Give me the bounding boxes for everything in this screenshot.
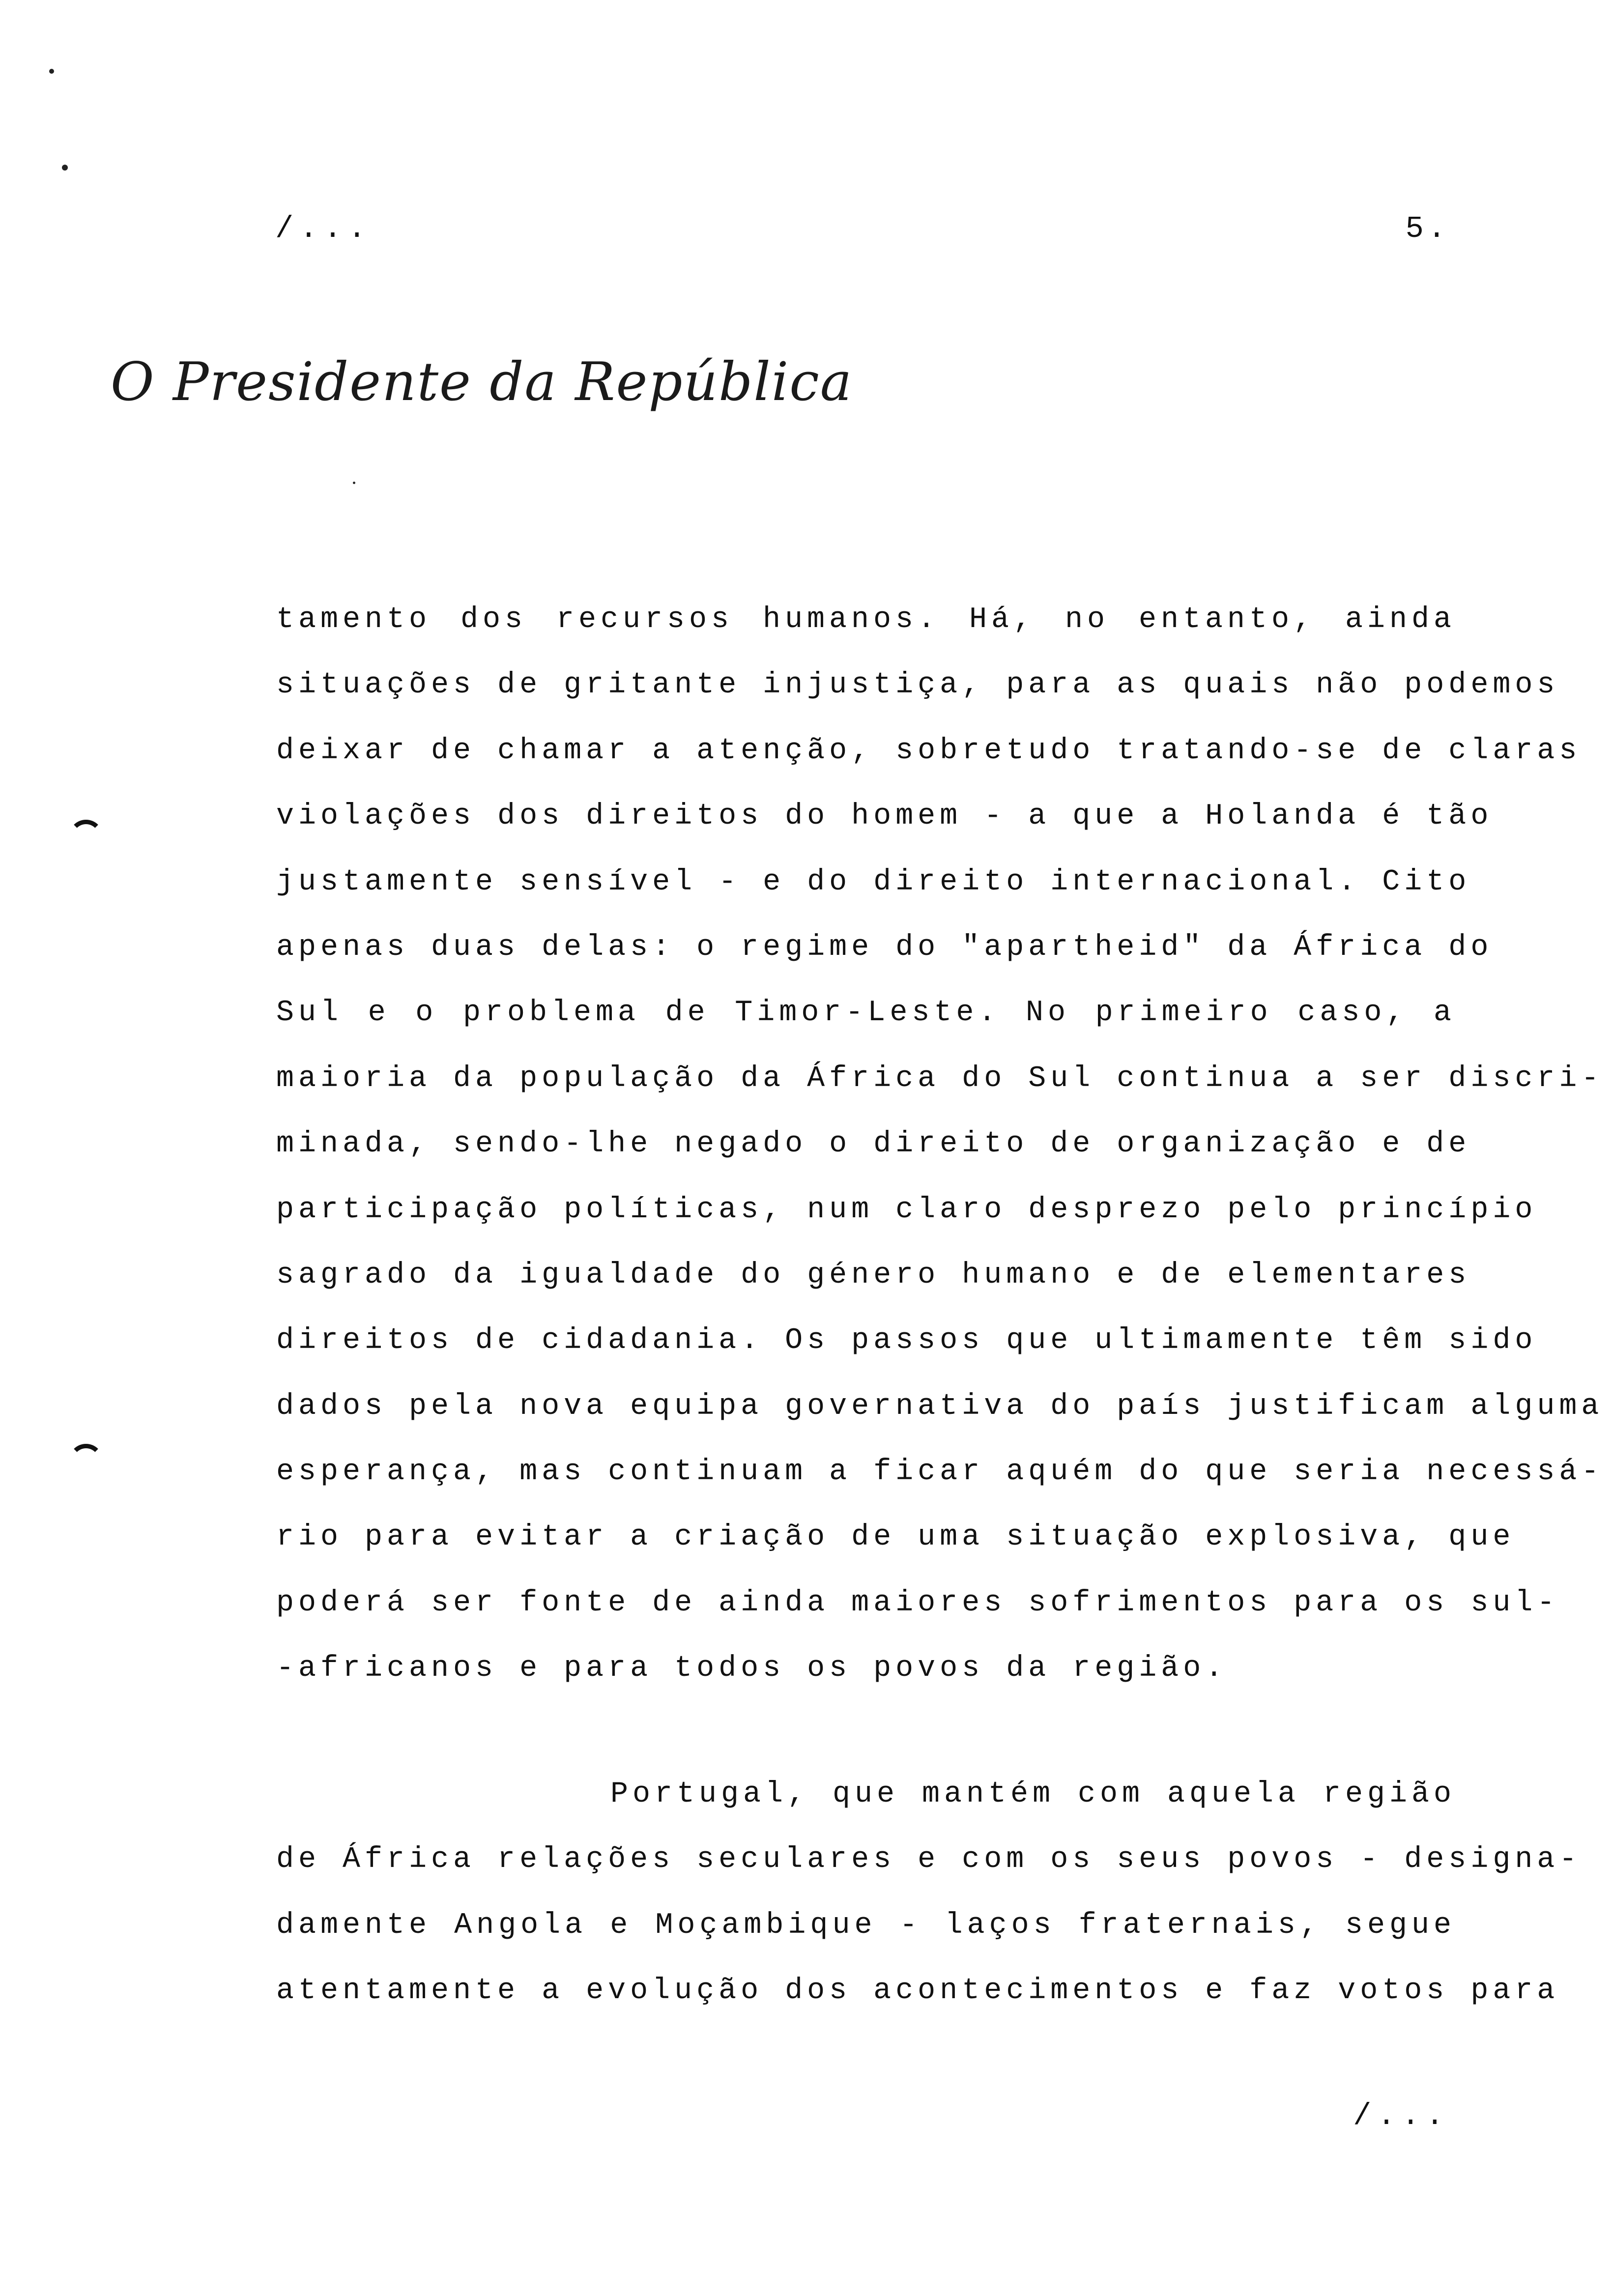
text-line: deixar de chamar a atenção, sobretudo tratando-se de claras [276,734,1582,768]
text-line: sagrado da igualdade do género humano e de elementares [276,1258,1471,1292]
scan-speck [62,165,68,171]
text-line: situações de gritante injustiça, para as quais não podemos [276,668,1559,702]
text-line: apenas duas delas: o regime do "apartheid" da África do [276,930,1493,964]
text-line: participação políticas, num claro desprezo pelo princípio [276,1193,1537,1227]
continuation-mark-bottom: /... [1353,2098,1450,2133]
page-number: 5. [1405,211,1450,246]
text-line: violações dos direitos do homem - a que a Holanda é tão [276,800,1493,833]
scan-speck [353,482,355,484]
text-line: esperança, mas continuam a ficar aquém do que seria necessá- [276,1455,1604,1489]
text-line: de África relações seculares e com os seus povos - designa- [276,1843,1582,1877]
continuation-mark-top: /... [275,211,372,246]
text-line: minada, sendo-lhe negado o direito de organização e de [276,1127,1471,1161]
text-line: damente Angola e Moçambique - laços fraternais, segue [276,1908,1456,1942]
text-line: justamente sensível - e do direito internacional. Cito [276,865,1471,899]
text-line: direitos de cidadania. Os passos que ultimamente têm sido [276,1324,1537,1358]
scan-speck [49,69,54,74]
text-line: -africanos e para todos os povos da região. [276,1652,1228,1686]
text-line: tamento dos recursos humanos. Há, no entanto, ainda [276,603,1456,636]
text-line: rio para evitar a criação de uma situação explosiva, que [276,1521,1515,1554]
paragraph-1 [276,587,1604,1702]
text-line: atentamente a evolução dos acontecimentos e faz votos para [276,1974,1559,2008]
text-line: maioria da população da África do Sul continua a ser discri- [276,1062,1604,1095]
punch-hole-mark-icon [69,1444,103,1478]
text-line: Sul e o problema de Timor-Leste. No primeiro caso, a [276,996,1456,1030]
punch-hole-mark-icon [69,820,103,854]
text-line: Portugal, que mantém com aquela região [610,1778,1456,1811]
text-line: poderá ser fonte de ainda maiores sofrimentos para os sul- [276,1586,1559,1620]
letterhead-title: O Presidente da República [111,351,853,413]
text-line: dados pela nova equipa governativa do país justificam alguma [276,1389,1604,1423]
paragraph-2 [276,1762,1582,2024]
